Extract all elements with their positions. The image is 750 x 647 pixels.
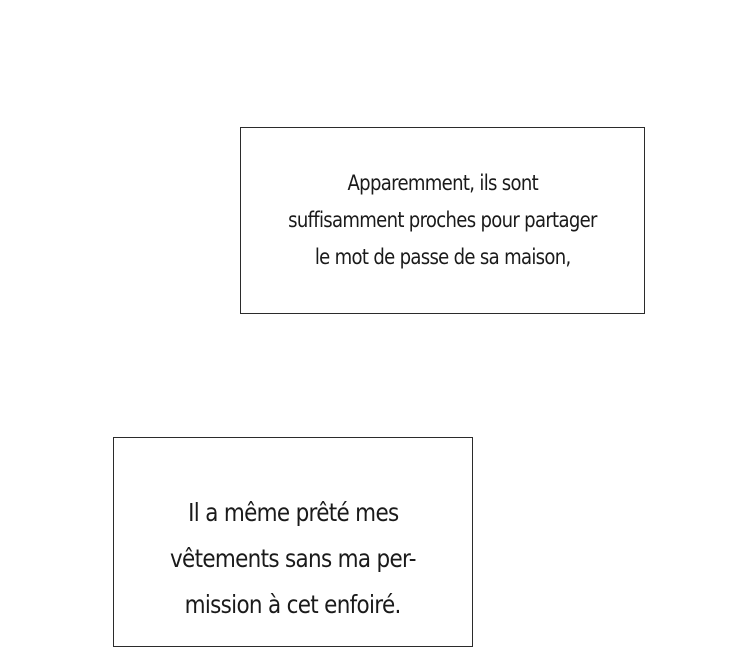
- caption-line: le mot de passe de sa maison,: [314, 245, 571, 269]
- caption-box-top: [240, 127, 645, 314]
- caption-box-bottom: [113, 437, 473, 647]
- caption-line: vêtements sans ma per-: [170, 544, 416, 573]
- caption-line: Apparemment, ils sont: [347, 171, 538, 195]
- caption-line: suffisamment proches pour partager: [288, 208, 597, 232]
- caption-line: Il a même prêté mes: [187, 498, 399, 527]
- caption-line: mission à cet enfoiré.: [184, 590, 402, 619]
